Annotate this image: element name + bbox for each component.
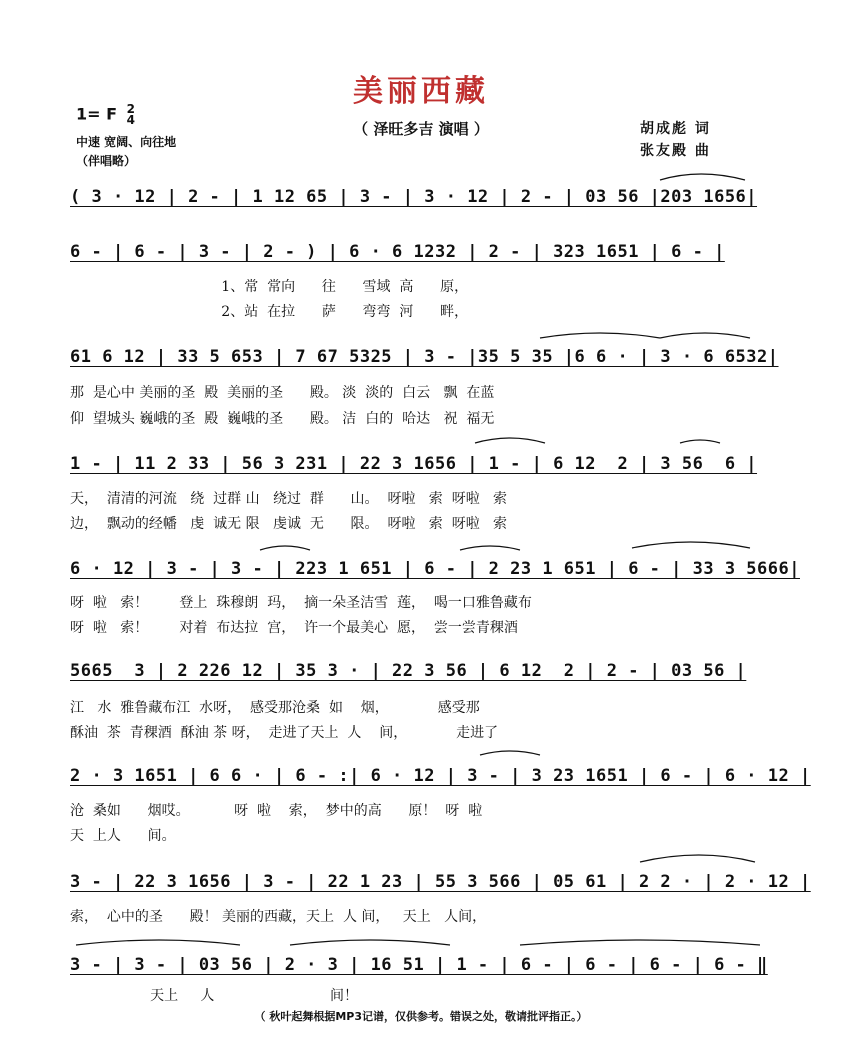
lyricist-credit: 胡成彪 词	[640, 121, 711, 137]
slur-arc	[520, 940, 760, 945]
tempo-marking: 中速 宽阔、向往地	[76, 135, 177, 149]
notation-line-6: 5665 3 | 2 226 12 | 35 3 · | 22 3 56 | 6 12 2 | 2 - | 03 56 |	[70, 661, 747, 681]
composer-credit: 张友殿 曲	[640, 143, 711, 159]
lyric-line-6-verse-2: 酥油 茶 青稞酒 酥油 茶 呀， 走进了天上 人 间， 走进了	[70, 725, 499, 741]
notation-line-3: 61 6 12 | 33 5 653 | 7 67 5325 | 3 - |35 5 35 |6 6 · | 3 · 6 6532|	[70, 347, 779, 367]
slur-arc	[640, 855, 755, 862]
slur-arc	[460, 546, 520, 550]
notation-line-4: 1 - | 11 2 33 | 56 3 231 | 22 3 1656 | 1 - | 6 12 2 | 3 56 6 |	[70, 454, 758, 474]
lyric-line-2-verse-1: 1、常 常向 往 雪域 高 原，	[70, 279, 469, 295]
slur-arc	[480, 751, 540, 755]
lyric-line-7-verse-1: 沧 桑如 烟哎。 呀 啦 索， 梦中的高 原！ 呀 啦	[70, 803, 483, 819]
slur-arc	[660, 333, 750, 338]
notation-line-1: ( 3 · 12 | 2 - | 1 12 65 | 3 - | 3 · 12 | 2 - | 03 56 |203 1656|	[70, 187, 758, 207]
slur-arc	[260, 546, 310, 550]
lyric-line-3-verse-2: 仰 望城头 巍峨的圣 殿 巍峨的圣 殿。 洁 白的 哈达 祝 福无	[70, 411, 495, 427]
lyric-line-2-verse-2: 2、站 在拉 萨 弯弯 河 畔，	[70, 304, 469, 320]
slur-arc	[290, 940, 450, 945]
lyric-line-4-verse-2: 边， 飘动的经幡 虔 诚无 限 虔诚 无 限。 呀啦 索 呀啦 索	[70, 516, 508, 532]
time-top: 2	[126, 102, 135, 116]
key-signature	[76, 104, 135, 126]
lyric-line-3-verse-1: 那 是心中 美丽的圣 殿 美丽的圣 殿。 淡 淡的 白云 飘 在蓝	[70, 385, 495, 401]
notation-line-7: 2 · 3 1651 | 6 6 · | 6 - :| 6 · 12 | 3 - | 3 23 1651 | 6 - | 6 · 12 |	[70, 766, 811, 786]
slur-arc	[540, 333, 660, 338]
lyric-line-5-verse-2: 呀 啦 索！ 对着 布达拉 宫， 许一个最美心 愿， 尝一尝青稞酒	[70, 620, 518, 636]
transcription-note: （ 秋叶起舞根据MP3记谱，仅供参考。错误之处，敬请批评指正。）	[254, 1010, 588, 1023]
slur-arc	[660, 174, 745, 180]
notation-line-2: 6 - | 6 - | 3 - | 2 - ) | 6 · 6 1232 | 2 - | 323 1651 | 6 - |	[70, 242, 725, 262]
lyric-line-6-verse-1: 江 水 雅鲁藏布江 水呀， 感受那沧桑 如 烟， 感受那	[70, 700, 480, 716]
time-signature	[127, 104, 135, 126]
song-title: 美丽西藏	[353, 74, 489, 109]
accompaniment-note: （伴唱略）	[76, 154, 137, 168]
lyric-line-9-verse-1: 天上 人 间！	[70, 988, 359, 1004]
slur-arc	[632, 542, 750, 548]
slur-arc	[76, 940, 240, 945]
lyric-line-7-verse-2: 天 上人 间。	[70, 828, 176, 844]
slur-arc	[475, 438, 545, 443]
notation-line-8: 3 - | 22 3 1656 | 3 - | 22 1 23 | 55 3 566 | 05 61 | 2 2 · | 2 · 12 |	[70, 872, 811, 892]
time-bottom: 4	[126, 113, 135, 127]
singer-credit: （ 泽旺多吉 演唱 ）	[353, 120, 489, 138]
key-label: 1= F	[76, 104, 118, 124]
lyric-line-4-verse-1: 天， 清清的河流 绕 过群 山 绕过 群 山。 呀啦 索 呀啦 索	[70, 491, 508, 507]
notation-line-9: 3 - | 3 - | 03 56 | 2 · 3 | 16 51 | 1 - | 6 - | 6 - | 6 - | 6 - ‖	[70, 955, 768, 975]
lyric-line-5-verse-1: 呀 啦 索！ 登上 珠穆朗 玛， 摘一朵圣洁雪 莲， 喝一口雅鲁藏布	[70, 595, 532, 611]
lyric-line-8-verse-1: 索， 心中的圣 殿！ 美丽的西藏，天上 人 间， 天上 人间，	[70, 909, 487, 925]
notation-line-5: 6 · 12 | 3 - | 3 - | 223 1 651 | 6 - | 2 23 1 651 | 6 - | 33 3 5666|	[70, 559, 800, 579]
slur-arc	[680, 440, 720, 443]
